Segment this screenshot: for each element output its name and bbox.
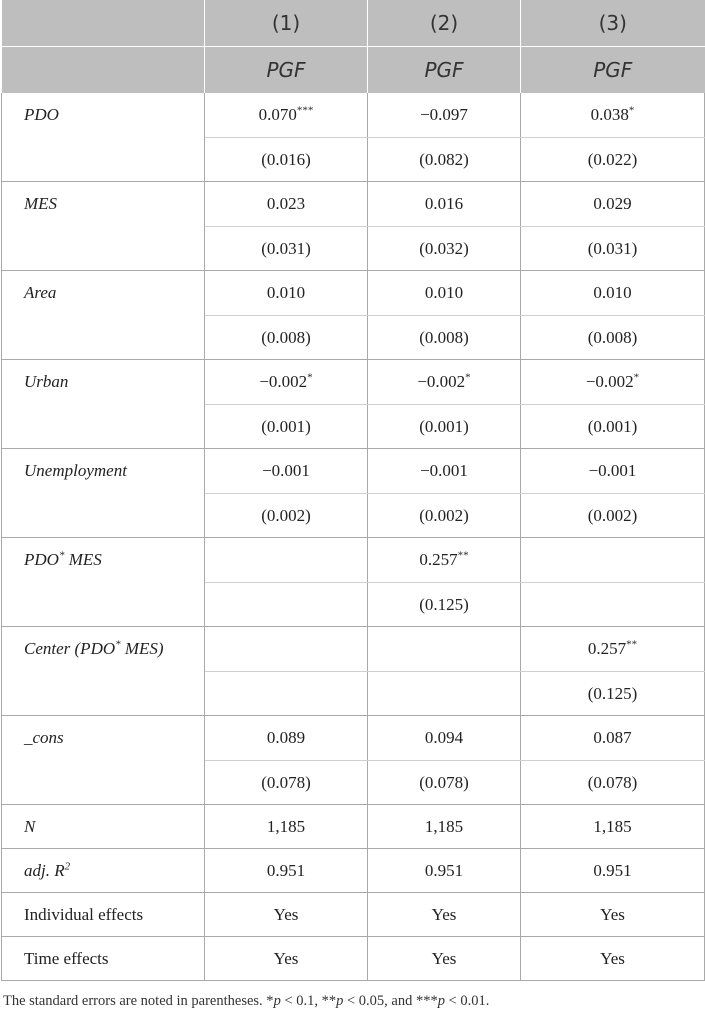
stat-cell: Yes bbox=[521, 937, 705, 981]
table-row bbox=[2, 627, 705, 672]
se-cell bbox=[205, 583, 368, 627]
coef-cell: 0.010 bbox=[205, 271, 368, 316]
se-cell: (0.078) bbox=[368, 761, 521, 805]
stat-row bbox=[2, 893, 705, 937]
stat-cell: 0.951 bbox=[521, 849, 705, 893]
stat-cell: Yes bbox=[521, 893, 705, 937]
se-cell: (0.001) bbox=[368, 405, 521, 449]
se-cell: (0.002) bbox=[205, 494, 368, 538]
se-cell bbox=[368, 672, 521, 716]
coef-cell: 0.070*** bbox=[205, 93, 368, 138]
table-row bbox=[2, 182, 705, 227]
stat-cell: Yes bbox=[368, 893, 521, 937]
stat-cell: Yes bbox=[205, 937, 368, 981]
se-cell: (0.002) bbox=[368, 494, 521, 538]
stat-label: Time effects bbox=[2, 937, 205, 981]
stat-label: Individual effects bbox=[2, 893, 205, 937]
stat-row bbox=[2, 849, 705, 893]
stat-cell: Yes bbox=[205, 893, 368, 937]
header-col-1: (1) bbox=[205, 0, 368, 47]
header-row-columns bbox=[2, 0, 705, 47]
regression-table-container bbox=[1, 0, 704, 981]
coef-cell: 0.023 bbox=[205, 182, 368, 227]
se-cell: (0.125) bbox=[521, 672, 705, 716]
stat-cell: 1,185 bbox=[521, 805, 705, 849]
header-depvar-3: PGF bbox=[521, 47, 705, 94]
header-row-depvar bbox=[2, 47, 705, 94]
coef-cell: 0.257** bbox=[521, 627, 705, 672]
se-cell: (0.002) bbox=[521, 494, 705, 538]
row-label: Urban bbox=[2, 360, 205, 449]
se-cell: (0.001) bbox=[205, 405, 368, 449]
stat-cell: Yes bbox=[368, 937, 521, 981]
header-depvar-1: PGF bbox=[205, 47, 368, 94]
row-label: PDO bbox=[2, 93, 205, 182]
coef-cell: 0.094 bbox=[368, 716, 521, 761]
se-cell: (0.016) bbox=[205, 138, 368, 182]
coef-cell: 0.010 bbox=[368, 271, 521, 316]
se-cell bbox=[205, 672, 368, 716]
se-cell: (0.031) bbox=[521, 227, 705, 271]
coef-cell: −0.001 bbox=[521, 449, 705, 494]
stat-cell: 1,185 bbox=[368, 805, 521, 849]
header-depvar-2: PGF bbox=[368, 47, 521, 94]
coef-cell bbox=[521, 538, 705, 583]
coef-cell: 0.257** bbox=[368, 538, 521, 583]
row-label: _cons bbox=[2, 716, 205, 805]
footnote-text-1: The standard errors are noted in parentheses. *p < 0.1, **p < 0.05, and ***p < 0.01. bbox=[3, 993, 490, 1009]
stat-label: N bbox=[2, 805, 205, 849]
row-label: Area bbox=[2, 271, 205, 360]
se-cell: (0.082) bbox=[368, 138, 521, 182]
stat-row bbox=[2, 937, 705, 981]
header-corner bbox=[2, 0, 205, 47]
se-cell: (0.125) bbox=[368, 583, 521, 627]
stat-row bbox=[2, 805, 705, 849]
coef-cell bbox=[205, 627, 368, 672]
coef-cell: 0.010 bbox=[521, 271, 705, 316]
coef-cell: −0.001 bbox=[205, 449, 368, 494]
coef-cell: −0.001 bbox=[368, 449, 521, 494]
coef-cell: 0.016 bbox=[368, 182, 521, 227]
se-cell bbox=[521, 583, 705, 627]
table-body bbox=[2, 93, 705, 981]
regression-table bbox=[1, 0, 705, 981]
table-row bbox=[2, 716, 705, 761]
table-row bbox=[2, 538, 705, 583]
table-header bbox=[2, 0, 705, 93]
se-cell: (0.008) bbox=[368, 316, 521, 360]
header-col-2: (2) bbox=[368, 0, 521, 47]
coef-cell: −0.002* bbox=[521, 360, 705, 405]
stat-cell: 0.951 bbox=[205, 849, 368, 893]
table-row bbox=[2, 360, 705, 405]
table-row bbox=[2, 449, 705, 494]
table-row bbox=[2, 271, 705, 316]
header-col-3: (3) bbox=[521, 0, 705, 47]
se-cell: (0.078) bbox=[205, 761, 368, 805]
coef-cell: 0.087 bbox=[521, 716, 705, 761]
coef-cell: −0.002* bbox=[205, 360, 368, 405]
row-label: PDO* MES bbox=[2, 538, 205, 627]
table-footnote bbox=[3, 993, 489, 1010]
stat-cell: 1,185 bbox=[205, 805, 368, 849]
coef-cell: 0.038* bbox=[521, 93, 705, 138]
row-label: Unemployment bbox=[2, 449, 205, 538]
row-label: Center (PDO* MES) bbox=[2, 627, 205, 716]
row-label: MES bbox=[2, 182, 205, 271]
coef-cell bbox=[205, 538, 368, 583]
coef-cell bbox=[368, 627, 521, 672]
table-row bbox=[2, 93, 705, 138]
coef-cell: 0.089 bbox=[205, 716, 368, 761]
se-cell: (0.032) bbox=[368, 227, 521, 271]
se-cell: (0.031) bbox=[205, 227, 368, 271]
se-cell: (0.078) bbox=[521, 761, 705, 805]
header-corner-2 bbox=[2, 47, 205, 94]
se-cell: (0.008) bbox=[205, 316, 368, 360]
coef-cell: −0.002* bbox=[368, 360, 521, 405]
se-cell: (0.022) bbox=[521, 138, 705, 182]
stat-cell: 0.951 bbox=[368, 849, 521, 893]
coef-cell: −0.097 bbox=[368, 93, 521, 138]
stat-label: adj. $R^2$ bbox=[2, 849, 205, 893]
se-cell: (0.008) bbox=[521, 316, 705, 360]
se-cell: (0.001) bbox=[521, 405, 705, 449]
coef-cell: 0.029 bbox=[521, 182, 705, 227]
